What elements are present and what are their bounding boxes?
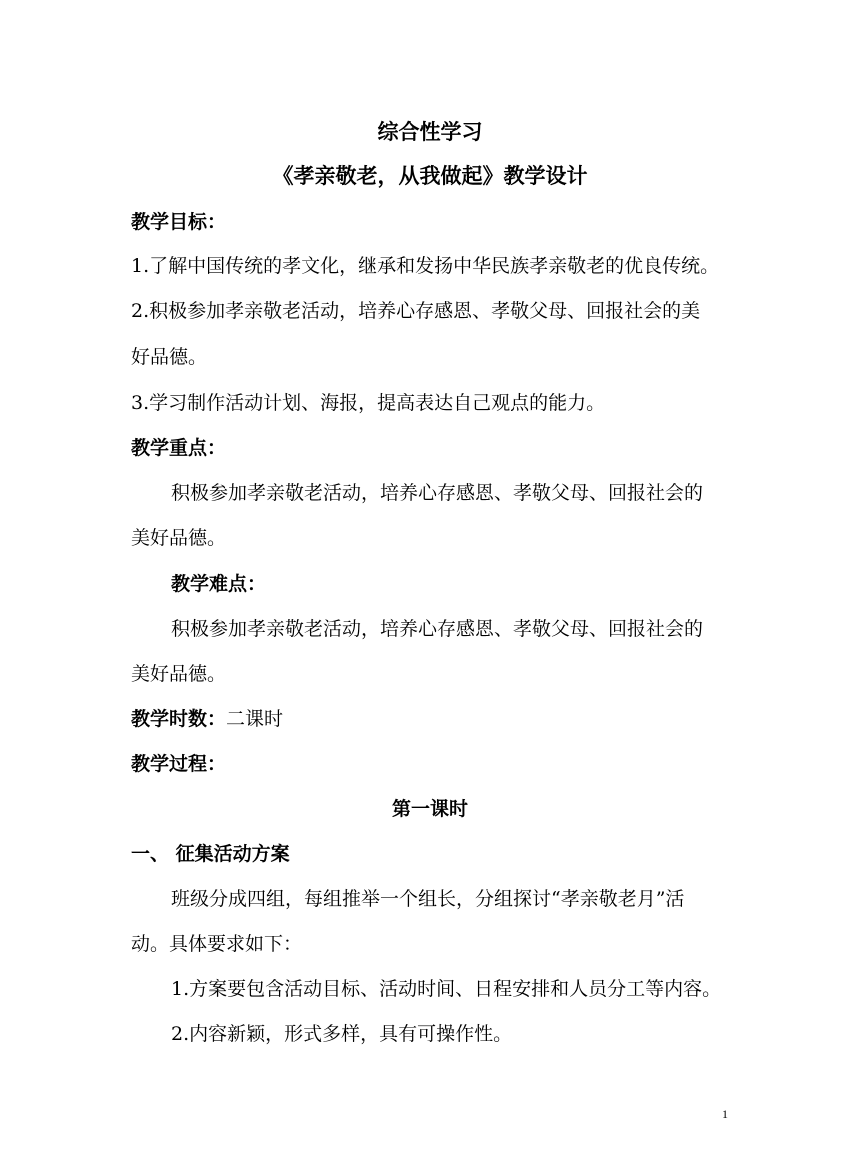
goal-item-1: 1.了解中国传统的孝文化，继承和发扬中华民族孝亲敬老的优良传统。 bbox=[131, 255, 720, 277]
document-title: 综合性学习 bbox=[377, 120, 483, 144]
goals-heading: 教学目标： bbox=[131, 211, 227, 233]
hours-label: 教学时数： bbox=[131, 708, 227, 730]
key-points-line-1: 积极参加孝亲敬老活动，培养心存感恩、孝敬父母、回报社会的 bbox=[171, 482, 704, 504]
paragraph-line-1: 班级分成四组，每组推举一个组长，分组探讨“孝亲敬老月”活 bbox=[171, 888, 685, 910]
difficulty-heading: 教学难点： bbox=[171, 573, 267, 595]
process-heading: 教学过程： bbox=[131, 753, 227, 775]
requirement-item-1: 1.方案要包含活动目标、活动时间、日程安排和人员分工等内容。 bbox=[171, 978, 722, 1000]
goal-item-3: 3.学习制作活动计划、海报，提高表达自己观点的能力。 bbox=[131, 392, 606, 414]
hours-line bbox=[131, 704, 283, 731]
lesson-one-heading: 第一课时 bbox=[391, 798, 468, 820]
document-subtitle: 《孝亲敬老，从我做起》教学设计 bbox=[272, 164, 588, 188]
section-one-heading: 一、 征集活动方案 bbox=[131, 843, 290, 865]
difficulty-line-1: 积极参加孝亲敬老活动，培养心存感恩、孝敬父母、回报社会的 bbox=[171, 618, 704, 640]
difficulty-line-2: 美好品德。 bbox=[131, 663, 227, 685]
goal-item-2-line-1: 2.积极参加孝亲敬老活动，培养心存感恩、孝敬父母、回报社会的美 bbox=[131, 300, 701, 322]
goal-item-2-line-2: 好品德。 bbox=[131, 346, 208, 368]
hours-value: 二课时 bbox=[226, 708, 284, 730]
page-number: 1 bbox=[722, 1107, 728, 1121]
paragraph-line-2: 动。具体要求如下： bbox=[131, 933, 303, 955]
key-points-line-2: 美好品德。 bbox=[131, 527, 227, 549]
key-points-heading: 教学重点： bbox=[131, 437, 227, 459]
requirement-item-2: 2.内容新颖，形式多样，具有可操作性。 bbox=[171, 1023, 513, 1045]
